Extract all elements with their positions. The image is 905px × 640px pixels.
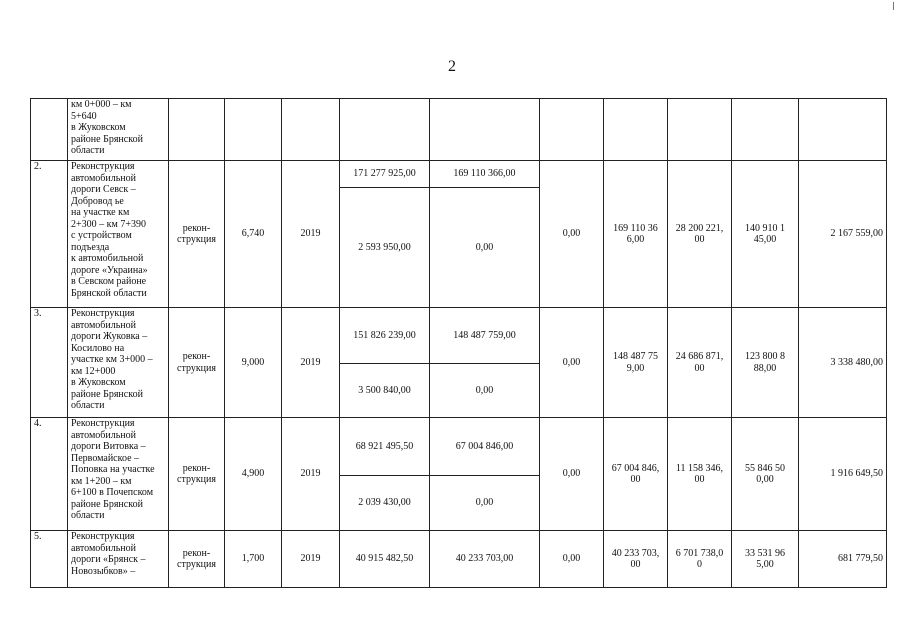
object-name: км 0+000 – км 5+640 в Жуковском районе Брянской области bbox=[68, 99, 169, 161]
length-km: 4,900 bbox=[225, 418, 282, 531]
value-4: 3 338 480,00 bbox=[799, 308, 887, 418]
zero-value bbox=[540, 99, 604, 161]
value-3: 55 846 50 0,00 bbox=[732, 418, 799, 531]
road-reconstruction-table bbox=[30, 98, 887, 588]
amount-c: 2 039 430,00 bbox=[340, 476, 430, 531]
amount-a: 40 915 482,50 bbox=[340, 531, 430, 588]
value-2 bbox=[668, 99, 732, 161]
value-1: 67 004 846, 00 bbox=[604, 418, 668, 531]
amount-d: 0,00 bbox=[430, 476, 540, 531]
table-row bbox=[31, 531, 887, 588]
row-number: 4. bbox=[31, 418, 68, 531]
object-name: Реконструкция автомобильной дороги Витовка – Первомайское – Поповка на участке км 1+200 – км 6+100 в Почепском районе Брянской области bbox=[68, 418, 169, 531]
amount-b: 40 233 703,00 bbox=[430, 531, 540, 588]
amount-b: 148 487 759,00 bbox=[430, 308, 540, 364]
row-number: 5. bbox=[31, 531, 68, 588]
value-3 bbox=[732, 99, 799, 161]
value-3: 123 800 8 88,00 bbox=[732, 308, 799, 418]
table-row bbox=[31, 418, 887, 476]
amount-d: 0,00 bbox=[430, 364, 540, 418]
table-row bbox=[31, 308, 887, 364]
value-1 bbox=[604, 99, 668, 161]
work-type bbox=[169, 99, 225, 161]
scan-edge-mark bbox=[893, 2, 894, 10]
length-km: 9,000 bbox=[225, 308, 282, 418]
value-2: 24 686 871, 00 bbox=[668, 308, 732, 418]
zero-value: 0,00 bbox=[540, 161, 604, 308]
table-row bbox=[31, 99, 887, 161]
value-3: 33 531 96 5,00 bbox=[732, 531, 799, 588]
length-km: 1,700 bbox=[225, 531, 282, 588]
object-name: Реконструкция автомобильной дороги Жуковка – Косилово на участке км 3+000 – км 12+000 в Жуковском районе Брянской области bbox=[68, 308, 169, 418]
amount-d: 0,00 bbox=[430, 188, 540, 308]
value-3: 140 910 1 45,00 bbox=[732, 161, 799, 308]
zero-value: 0,00 bbox=[540, 531, 604, 588]
value-4 bbox=[799, 99, 887, 161]
amount-b: 67 004 846,00 bbox=[430, 418, 540, 476]
year: 2019 bbox=[282, 531, 340, 588]
length-km: 6,740 bbox=[225, 161, 282, 308]
year: 2019 bbox=[282, 418, 340, 531]
zero-value: 0,00 bbox=[540, 418, 604, 531]
amount-a bbox=[340, 99, 430, 161]
row-number bbox=[31, 99, 68, 161]
value-1: 169 110 36 6,00 bbox=[604, 161, 668, 308]
amount-c: 2 593 950,00 bbox=[340, 188, 430, 308]
value-2: 28 200 221, 00 bbox=[668, 161, 732, 308]
value-1: 40 233 703, 00 bbox=[604, 531, 668, 588]
zero-value: 0,00 bbox=[540, 308, 604, 418]
work-type: рекон- струкция bbox=[169, 161, 225, 308]
amount-c: 3 500 840,00 bbox=[340, 364, 430, 418]
work-type: рекон- струкция bbox=[169, 531, 225, 588]
amount-b: 169 110 366,00 bbox=[430, 161, 540, 188]
value-4: 681 779,50 bbox=[799, 531, 887, 588]
object-name: Реконструкция автомобильной дороги Севск – Добровод ье на участке км 2+300 – км 7+390 с устройством подъезда к автомобильной дороге «Украина» в Севском районе Брянской области bbox=[68, 161, 169, 308]
value-1: 148 487 75 9,00 bbox=[604, 308, 668, 418]
length-km bbox=[225, 99, 282, 161]
amount-a: 171 277 925,00 bbox=[340, 161, 430, 188]
object-name: Реконструкция автомобильной дороги «Брянск – Новозыбков» – bbox=[68, 531, 169, 588]
value-2: 11 158 346, 00 bbox=[668, 418, 732, 531]
value-2: 6 701 738,0 0 bbox=[668, 531, 732, 588]
amount-b bbox=[430, 99, 540, 161]
amount-a: 151 826 239,00 bbox=[340, 308, 430, 364]
year bbox=[282, 99, 340, 161]
row-number: 2. bbox=[31, 161, 68, 308]
row-number: 3. bbox=[31, 308, 68, 418]
value-4: 2 167 559,00 bbox=[799, 161, 887, 308]
year: 2019 bbox=[282, 308, 340, 418]
work-type: рекон- струкция bbox=[169, 418, 225, 531]
page-number: 2 bbox=[448, 58, 457, 75]
value-4: 1 916 649,50 bbox=[799, 418, 887, 531]
amount-a: 68 921 495,50 bbox=[340, 418, 430, 476]
year: 2019 bbox=[282, 161, 340, 308]
work-type: рекон- струкция bbox=[169, 308, 225, 418]
table-row bbox=[31, 161, 887, 188]
